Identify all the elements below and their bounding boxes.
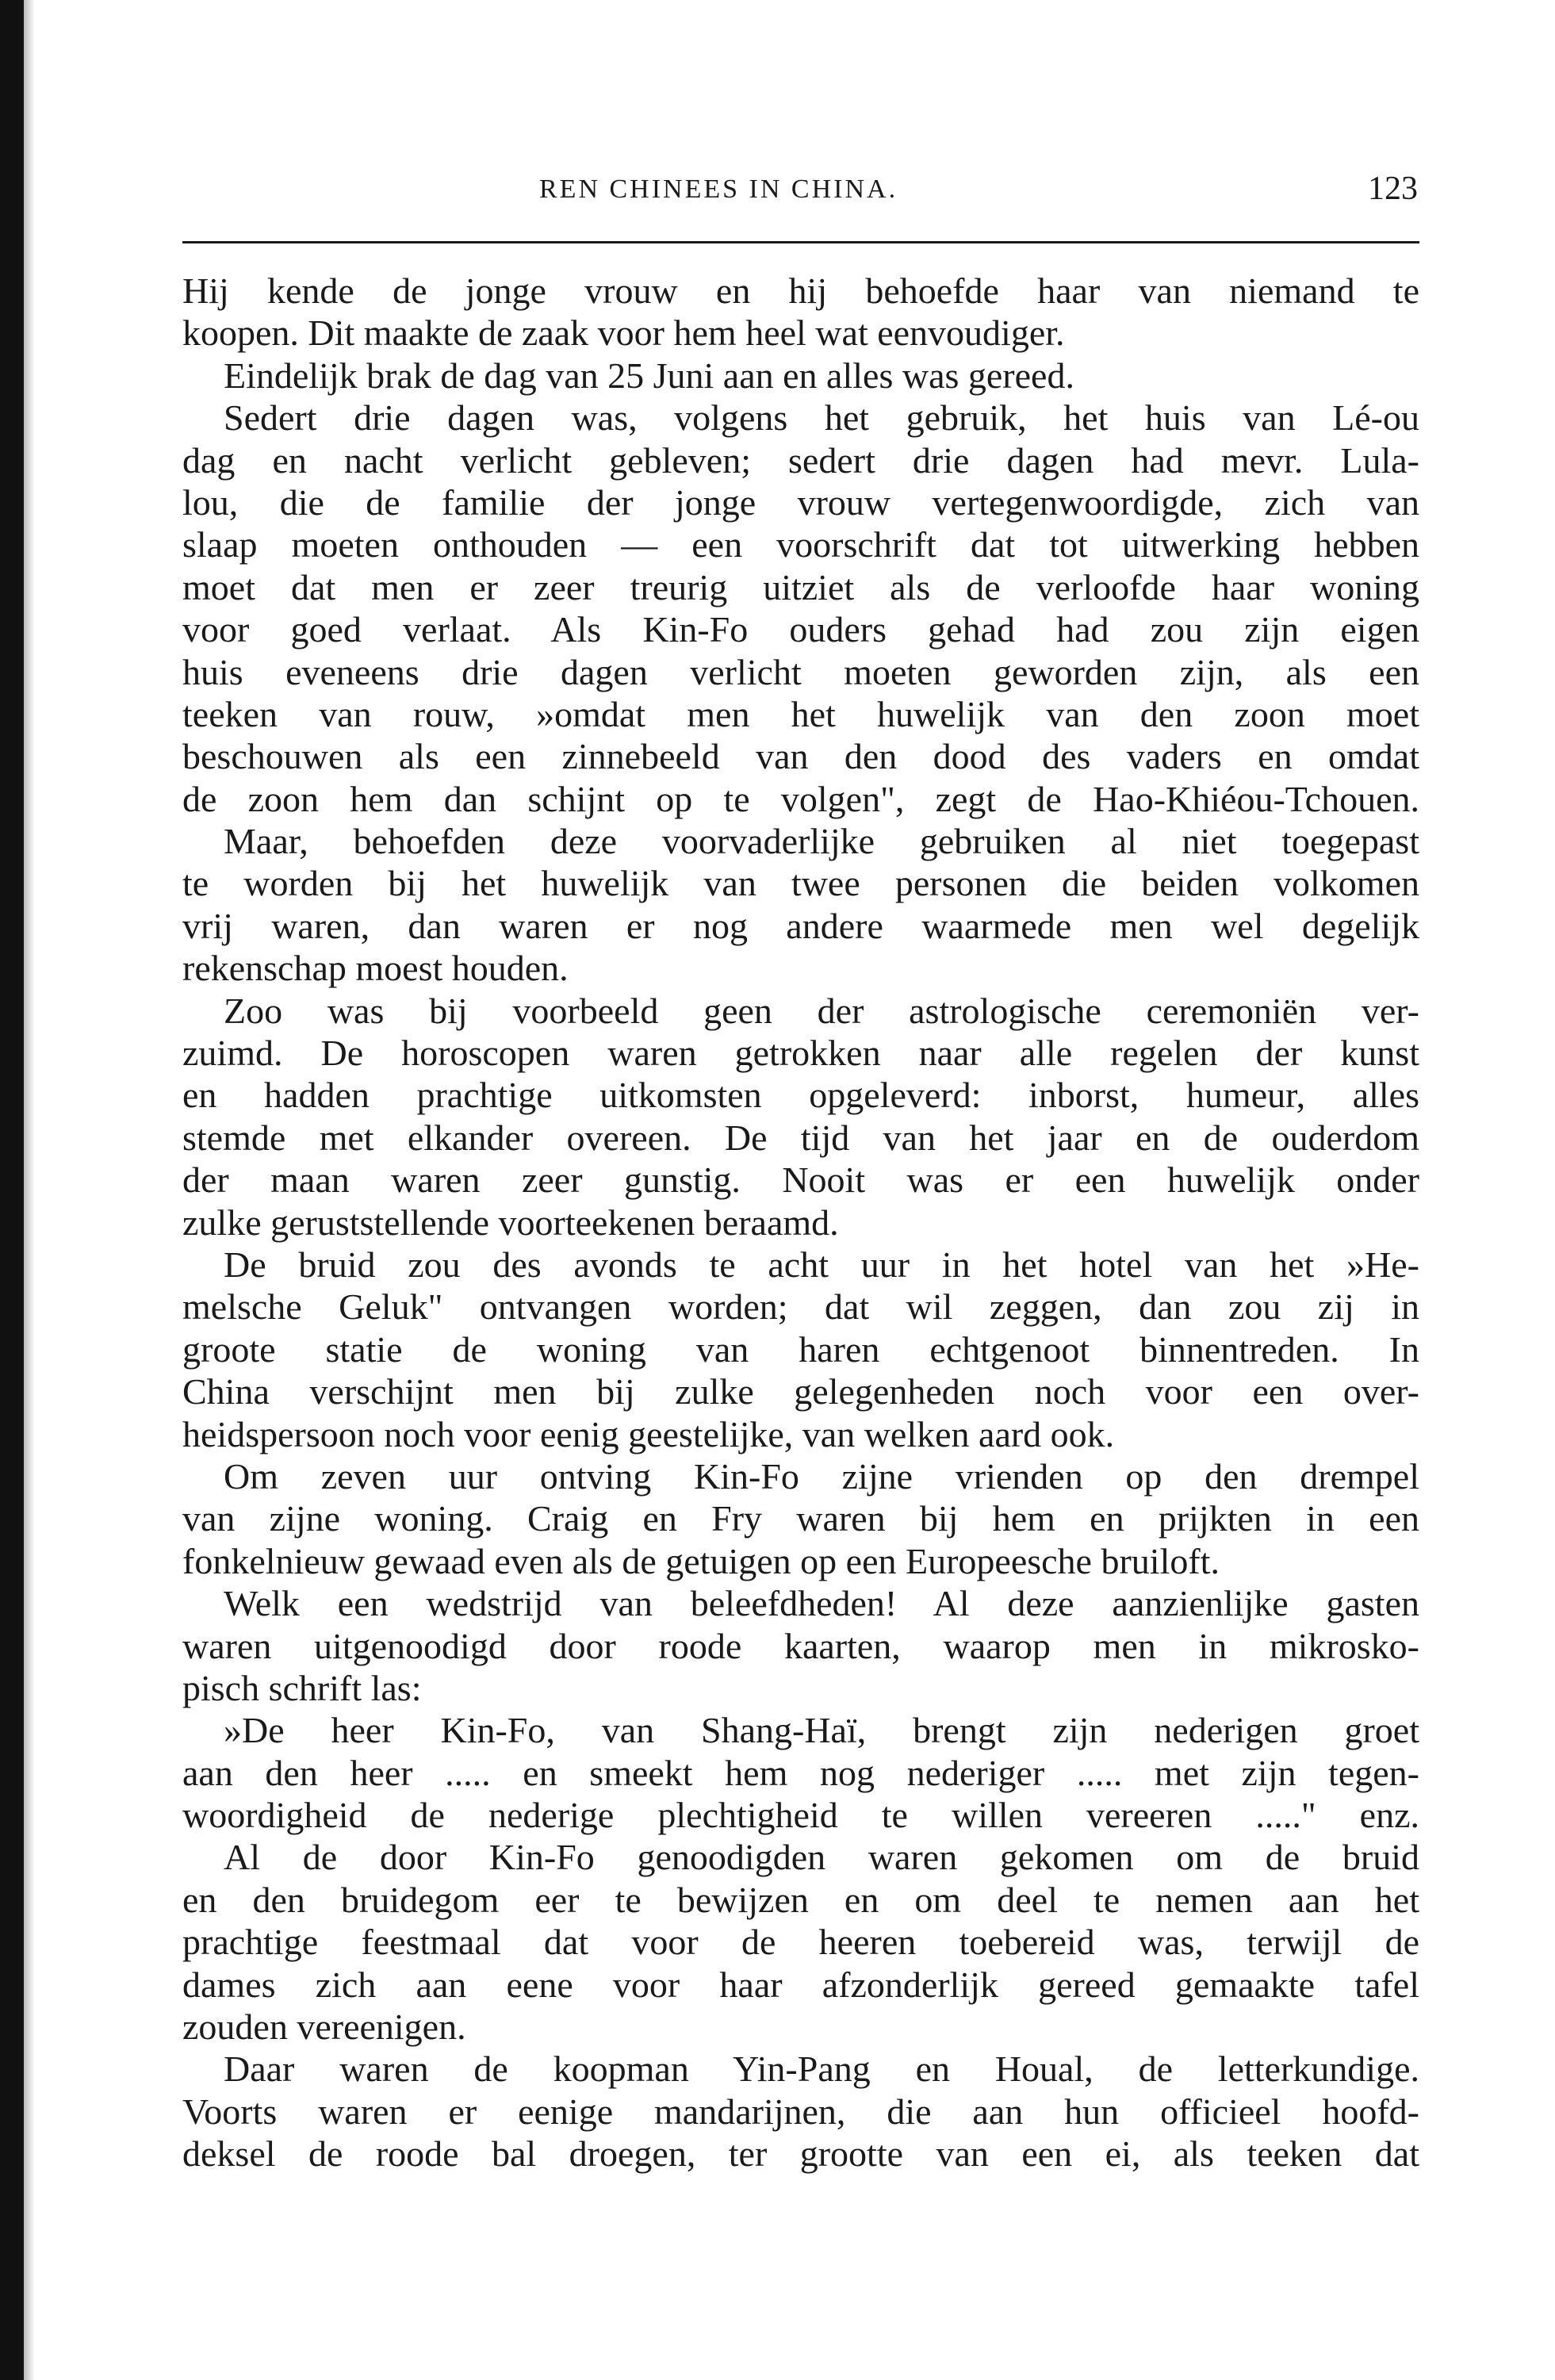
- text-line: groote statie de woning van haren echtgenoot binnentreden. In: [182, 1328, 1419, 1370]
- text-line: heidspersoon noch voor eenig geestelijke, van welken aard ook.: [182, 1413, 1115, 1454]
- text-line: dames zich aan eene voor haar afzonderlijk gereed gemaakte tafel: [182, 1964, 1419, 2005]
- text-line: Eindelijk brak de dag van 25 Juni aan en alles was gereed.: [224, 355, 1074, 396]
- text-line: De bruid zou des avonds te acht uur in het hotel van het »He-: [224, 1244, 1419, 1285]
- text-line: de zoon hem dan schijnt op te volgen", zegt de Hao-Khiéou-Tchouen.: [182, 778, 1419, 819]
- running-title: REN CHINEES IN CHINA.: [539, 174, 898, 204]
- page-header: [182, 168, 1419, 216]
- text-line: prachtige feestmaal dat voor de heeren toebereid was, terwijl de: [182, 1922, 1419, 1963]
- text-line: Maar, behoefden deze voorvaderlijke gebruiken al niet toegepast: [224, 821, 1419, 862]
- text-line: Voorts waren er eenige mandarijnen, die aan hun officieel hoofd-: [182, 2091, 1419, 2132]
- text-line: Hij kende de jonge vrouw en hij behoefde haar van niemand te: [182, 270, 1419, 311]
- text-line: melsche Geluk" ontvangen worden; dat wil zeggen, dan zou zij in: [182, 1286, 1419, 1328]
- text-line: Al de door Kin-Fo genoodigden waren gekomen om de bruid: [224, 1837, 1419, 1878]
- text-line: pisch schrift las:: [182, 1667, 422, 1708]
- book-spine-edge: [0, 0, 24, 2380]
- text-line: fonkelnieuw gewaad even als de getuigen op een Europeesche bruiloft.: [182, 1540, 1220, 1581]
- text-line: lou, die de familie der jonge vrouw vertegenwoordigde, zich van: [182, 481, 1419, 523]
- text-line: Sedert drie dagen was, volgens het gebruik, het huis van Lé-ou: [224, 397, 1419, 439]
- text-line: »De heer Kin-Fo, van Shang-Haï, brengt zijn nederigen groet: [224, 1710, 1419, 1751]
- spine-shadow: [24, 0, 35, 2380]
- text-line: van zijne woning. Craig en Fry waren bij hem en prijkten in een: [182, 1498, 1419, 1539]
- text-line: koopen. Dit maakte de zaak voor hem heel wat eenvoudiger.: [182, 312, 1065, 354]
- text-line: zouden vereenigen.: [182, 2006, 466, 2048]
- text-line: rekenschap moest houden.: [182, 948, 569, 989]
- text-line: stemde met elkander overeen. De tijd van het jaar en de ouderdom: [182, 1117, 1419, 1158]
- text-line: voor goed verlaat. Als Kin-Fo ouders gehad had zou zijn eigen: [182, 609, 1419, 650]
- text-line: huis eveneens drie dagen verlicht moeten geworden zijn, als een: [182, 651, 1419, 692]
- text-line: en den bruidegom eer te bewijzen en om deel te nemen aan het: [182, 1879, 1419, 1920]
- text-line: beschouwen als een zinnebeeld van den dood des vaders en omdat: [182, 736, 1419, 777]
- text-line: Welk een wedstrijd van beleefdheden! Al deze aanzienlijke gasten: [224, 1583, 1419, 1624]
- text-line: waren uitgenoodigd door roode kaarten, waarop men in mikrosko-: [182, 1625, 1419, 1666]
- text-line: vrij waren, dan waren er nog andere waarmede men wel degelijk: [182, 905, 1419, 946]
- text-line: zulke geruststellende voorteekenen beraamd.: [182, 1201, 839, 1243]
- text-line: der maan waren zeer gunstig. Nooit was er een huwelijk onder: [182, 1159, 1419, 1201]
- text-line: Daar waren de koopman Yin-Pang en Houal, de letterkundige.: [224, 2048, 1419, 2090]
- header-rule: [182, 241, 1419, 243]
- page-number: 123: [1368, 171, 1418, 207]
- text-line: zuimd. De horoscopen waren getrokken naar alle regelen der kunst: [182, 1033, 1419, 1074]
- text-line: en hadden prachtige uitkomsten opgeleverd: inborst, humeur, alles: [182, 1075, 1419, 1116]
- text-line: woordigheid de nederige plechtigheid te willen vereeren ....." enz.: [182, 1795, 1419, 1836]
- text-line: China verschijnt men bij zulke gelegenheden noch voor een over-: [182, 1371, 1419, 1412]
- text-line: slaap moeten onthouden — een voorschrift dat tot uitwerking hebben: [182, 524, 1419, 565]
- text-line: Zoo was bij voorbeeld geen der astrologische ceremoniën ver-: [224, 990, 1419, 1031]
- text-line: te worden bij het huwelijk van twee personen die beiden volkomen: [182, 863, 1419, 904]
- text-line: moet dat men er zeer treurig uitziet als de verloofde haar woning: [182, 566, 1419, 607]
- text-line: teeken van rouw, »omdat men het huwelijk van den zoon moet: [182, 693, 1419, 734]
- text-line: dag en nacht verlicht gebleven; sedert drie dagen had mevr. Lula-: [182, 439, 1419, 481]
- body-text: [182, 270, 1419, 2175]
- text-line: deksel de roode bal droegen, ter grootte van een ei, als teeken dat: [182, 2133, 1419, 2175]
- text-line: Om zeven uur ontving Kin-Fo zijne vrienden op den drempel: [224, 1455, 1419, 1497]
- text-line: aan den heer ..... en smeekt hem nog nederiger ..... met zijn tegen-: [182, 1752, 1419, 1793]
